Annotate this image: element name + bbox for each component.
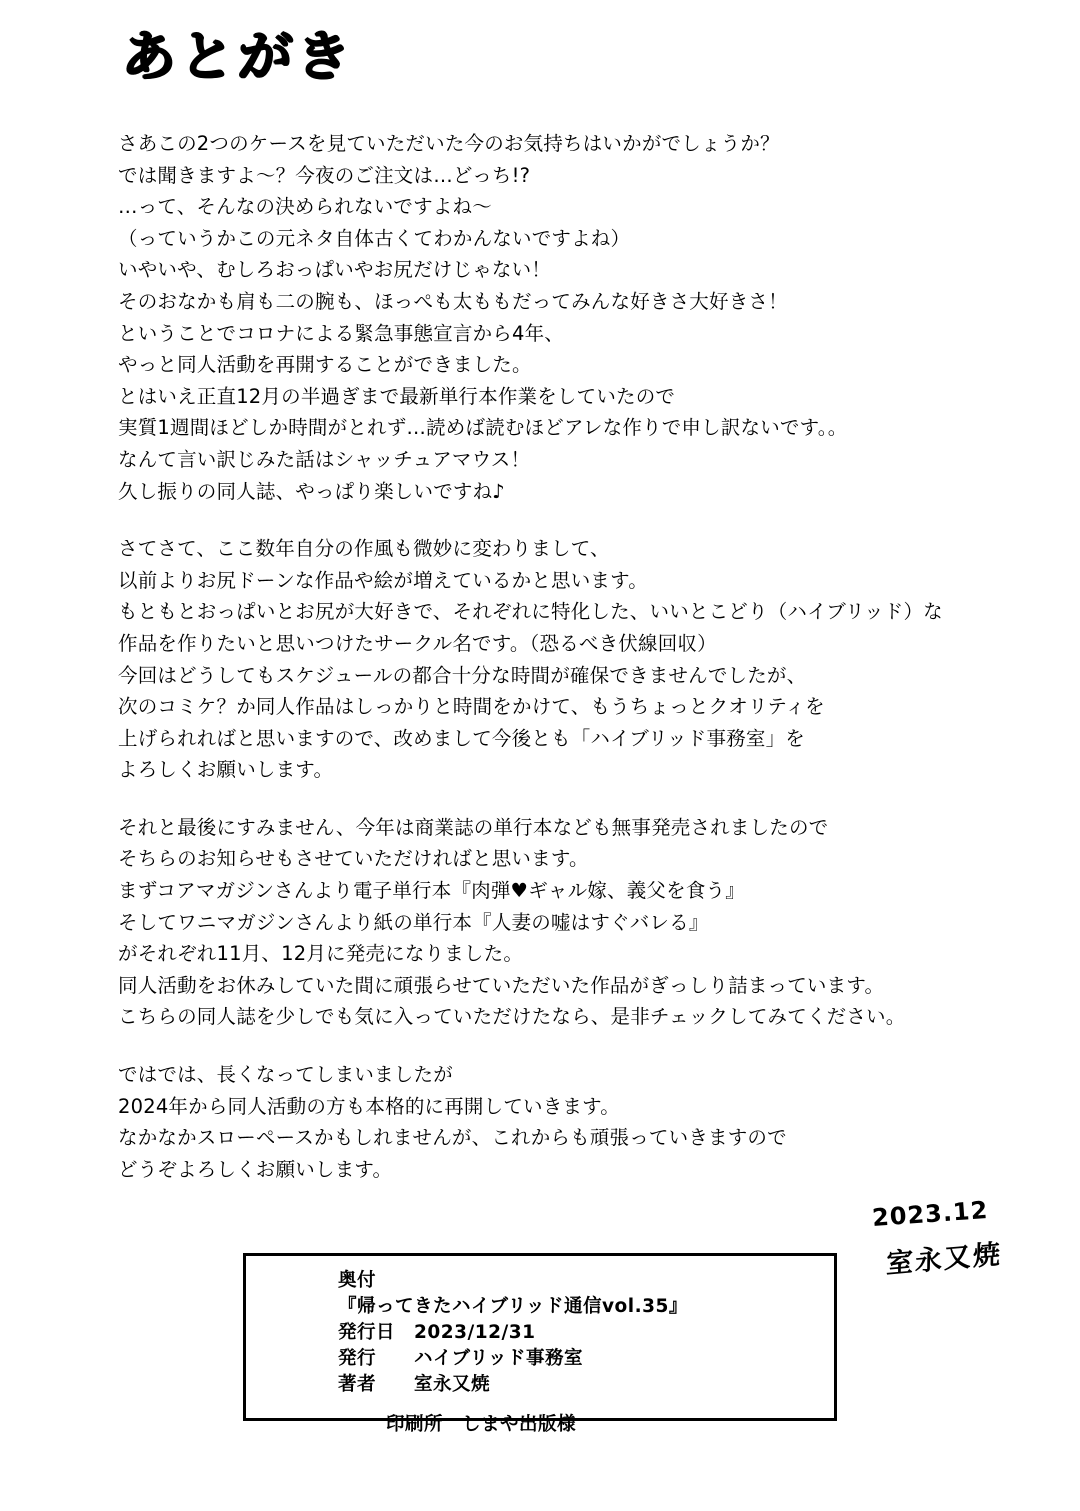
text-line: やっと同人活動を再開することができました。 [118, 353, 532, 377]
text-line: さあこの2つのケースを見ていただいた今のお気持ちはいかがでしょうか？ [118, 132, 780, 155]
text-line: それと最後にすみません、今年は商業誌の単行本なども無事発売されましたので [118, 815, 829, 839]
signature-name: 室永又焼 [885, 1238, 1002, 1281]
text-line: 同人活動をお休みしていた間に頑張らせていただいた作品がぎっしり詰まっています。 [118, 973, 885, 997]
colophon-box [243, 1253, 837, 1435]
text-line: 以前よりお尻ドーンな作品や絵が増えているかと思います。 [118, 568, 648, 592]
signature-date: 2023.12 [870, 1195, 989, 1233]
text-line: 2024年から同人活動の方も本格的に再開していきます。 [118, 1094, 620, 1118]
paragraph-1 [118, 128, 1018, 507]
text-line: いやいや、むしろおっぱいやお尻だけじゃない！ [118, 258, 552, 282]
colophon-issue-date: 発行日 2023/12/31 [338, 1322, 536, 1343]
text-line: 上げられればと思いますので、改めまして今後とも「ハイブリッド事務室」を [118, 726, 805, 750]
text-line: まずコアマガジンさんより電子単行本『肉弾♥ギャル嫁、義父を食う』 [118, 879, 745, 903]
text-line: そちらのお知らせもさせていただければと思います。 [118, 847, 589, 871]
paragraph-4 [118, 1059, 1018, 1185]
colophon-content [246, 1256, 834, 1438]
text-line: なかなかスローペースかもしれませんが、これからも頑張っていきますので [118, 1126, 787, 1150]
text-line: …って、そんなの決められないですよね～ [118, 195, 492, 219]
text-line: 作品を作りたいと思いつけたサークル名です。（恐るべき伏線回収） [118, 631, 717, 655]
text-line: よろしくお願いします。 [118, 758, 334, 782]
page-title: あとがき [120, 25, 356, 88]
text-line: 今回はどうしてもスケジュールの都合十分な時間が確保できませんでしたが、 [118, 663, 807, 687]
text-line: そのおなかも肩も二の腕も、ほっぺも太ももだってみんな好きさ大好きさ！ [118, 289, 788, 313]
paragraph-2 [118, 533, 1018, 786]
paragraph-3 [118, 812, 1018, 1033]
text-line: では聞きますよ～？今夜のご注文は…どっち!? [118, 163, 531, 187]
colophon-publisher: 発行 ハイブリッド事務室 [338, 1348, 583, 1369]
colophon-title: 『帰ってきたハイブリッド通信vol.35』 [338, 1296, 688, 1317]
text-line: がそれぞれ11月、12月に発売になりました。 [118, 942, 524, 966]
text-line: そしてワニマガジンさんより紙の単行本『人妻の嘘はすぐバレる』 [118, 910, 709, 934]
colophon-label: 奥付 [338, 1270, 377, 1291]
text-line: もともとおっぱいとお尻が大好きで、それぞれに特化した、いいとこどり（ハイブリッド）な [118, 600, 943, 624]
text-line: ということでコロナによる緊急事態宣言から4年、 [118, 321, 565, 345]
colophon-spacer [338, 1398, 834, 1412]
text-line: 実質1週間ほどしか時間がとれず…読めば読むほどアレな作りで申し訳ないです。。 [118, 416, 848, 440]
colophon-author: 著者 室永又焼 [338, 1374, 491, 1395]
text-line: とはいえ正直12月の半過ぎまで最新単行本作業をしていたので [118, 384, 676, 408]
text-line: こちらの同人誌を少しでも気に入っていただけたなら、是非チェックしてみてください。 [118, 1005, 906, 1029]
text-line: なんて言い訳じみた話はシャッチュアマウス！ [118, 447, 531, 471]
text-line: さてさて、ここ数年自分の作風も微妙に変わりまして、 [118, 537, 610, 561]
text-line: 次のコミケ？か同人作品はしっかりと時間をかけて、もうちょっとクオリティを [118, 695, 825, 719]
colophon-printer: 印刷所 しまや出版様 [386, 1414, 577, 1435]
text-line: どうぞよろしくお願いします。 [118, 1157, 393, 1181]
text-line: ではでは、長くなってしまいましたが [118, 1063, 453, 1087]
text-line: （っていうかこの元ネタ自体古くてわかんないですよね） [118, 226, 631, 250]
afterword-body [118, 128, 1018, 1185]
text-line: 久し振りの同人誌、やっぱり楽しいですね♪ [118, 479, 505, 503]
